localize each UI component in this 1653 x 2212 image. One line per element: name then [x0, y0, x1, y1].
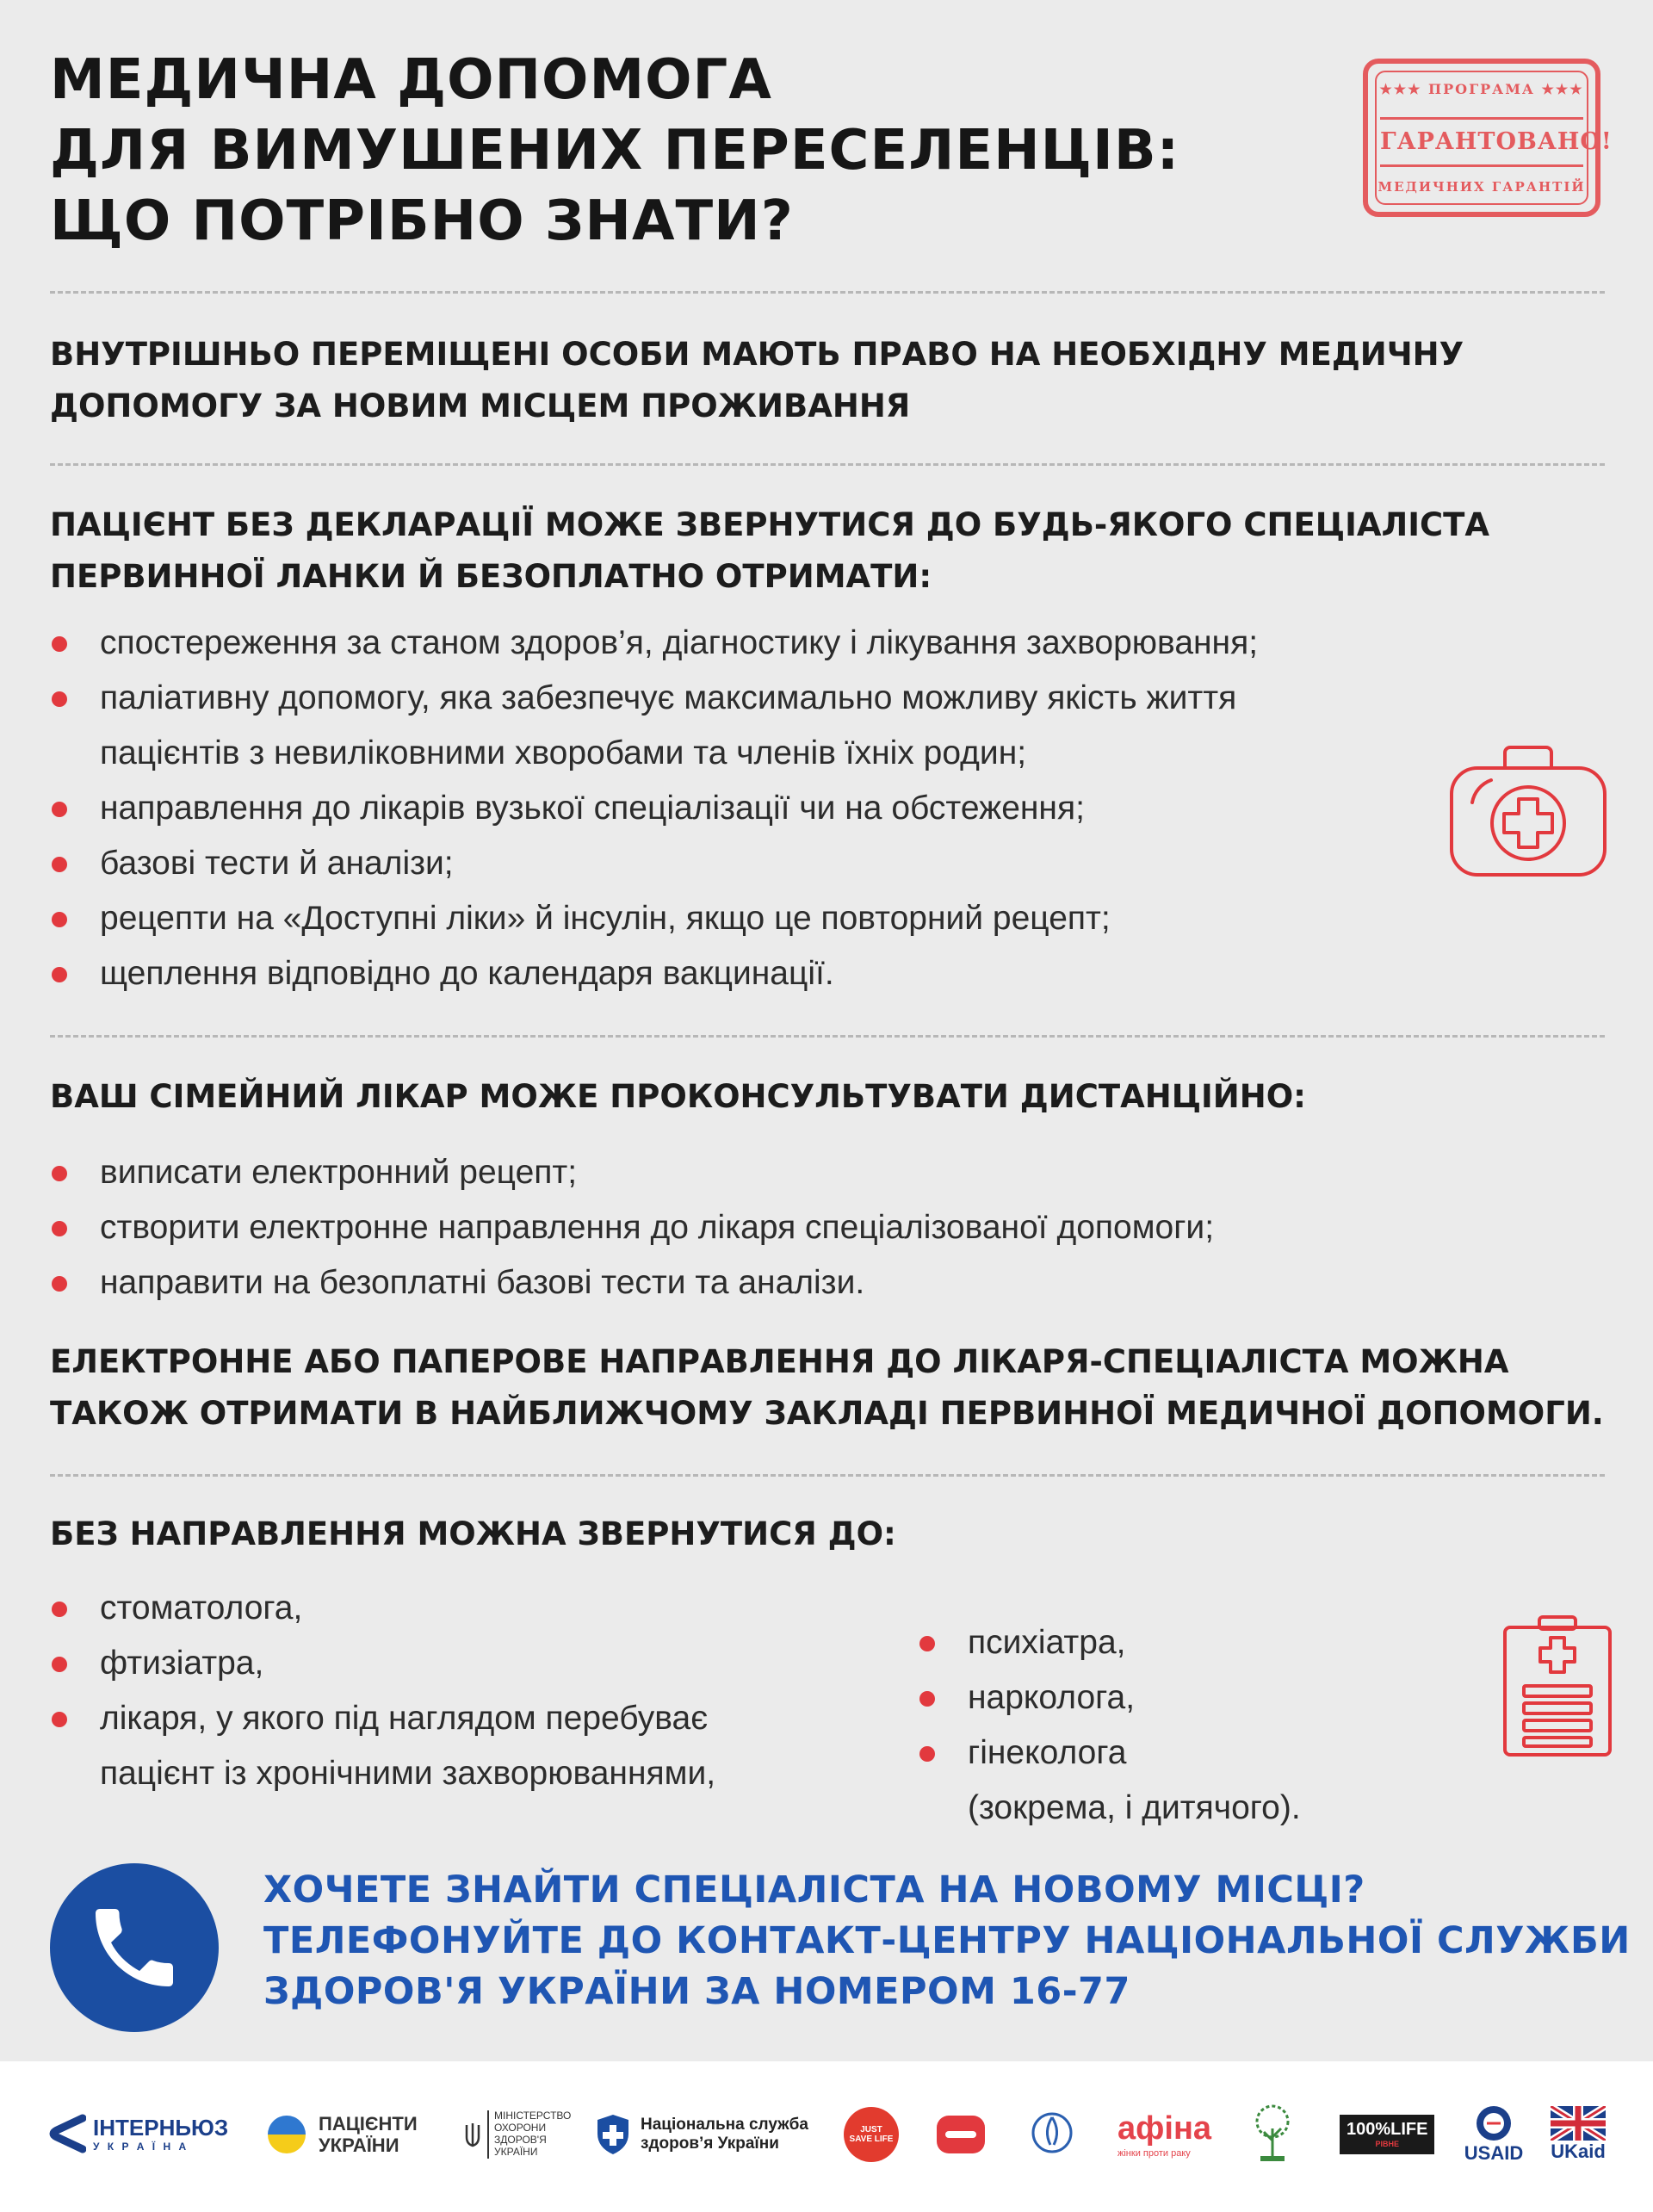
list-item: гінеколога (зокрема, і дитячого). — [918, 1726, 1434, 1836]
list-item: виписати електронний рецепт; — [50, 1145, 1582, 1200]
internews-mark-icon — [48, 2111, 86, 2158]
nszu-logo: Національна служба здоров’я України — [594, 2096, 835, 2173]
ministry-of-health-logo: МІНІСТЕРСТВО ОХОРОНИ ЗДОРОВ'Я УКРАЇНИ — [465, 2096, 577, 2173]
internews-logo: ІНТЕРНЬЮЗ У К Р А Ї Н А — [48, 2096, 238, 2173]
list-item: створити електронне направлення до лікаря спеціалізованої допомоги; — [50, 1200, 1582, 1255]
list-item: стоматолога, — [50, 1581, 876, 1636]
section2-heading: ВАШ СІМЕЙНИЙ ЛІКАР МОЖЕ ПРОКОНСУЛЬТУВАТИ ДИСТАНЦІЙНО: — [50, 1078, 1306, 1115]
tree-org-logo — [1245, 2096, 1305, 2173]
cta-line: ТЕЛЕФОНУЙТЕ ДО КОНТАКТ-ЦЕНТРУ НАЦІОНАЛЬНОЇ СЛУЖБИ — [263, 1919, 1631, 1962]
title-line: ДЛЯ ВИМУШЕНИХ ПЕРЕСЕЛЕНЦІВ: — [50, 119, 1180, 183]
list-item: фтизіатра, — [50, 1636, 876, 1691]
list-item: базові тести й аналізи; — [50, 836, 1514, 891]
free-services-list — [50, 616, 1514, 1001]
title-line: МЕДИЧНА ДОПОМОГА — [50, 48, 772, 112]
usaid-logo: USAID — [1455, 2096, 1532, 2173]
program-stamp — [1363, 59, 1613, 217]
contact-center-callout — [263, 1865, 1631, 2017]
list-item: направлення до лікарів вузької спеціалізації чи на обстеження; — [50, 781, 1514, 836]
stamp-main-text: ГАРАНТОВАНО! — [1380, 117, 1583, 167]
list-item: психіатра, — [918, 1615, 1434, 1670]
pill-icon — [933, 2107, 988, 2162]
100-percent-life-logo: 100%LIFE РІВНЕ — [1340, 2096, 1426, 2173]
afina-logo: афіна жінки проти раку — [1117, 2110, 1212, 2159]
section3-heading: БЕЗ НАПРАВЛЕННЯ МОЖНА ЗВЕРНУТИСЯ ДО: — [50, 1515, 896, 1552]
pill-logo — [933, 2096, 994, 2173]
title-line: ЩО ПОТРІБНО ЗНАТИ? — [50, 189, 794, 253]
list-item: нарколога, — [918, 1670, 1434, 1726]
shield-cross-icon — [594, 2113, 632, 2156]
list-item: направити на безоплатні базові тести та аналізи. — [50, 1255, 1582, 1310]
partner-logos-footer — [0, 2061, 1653, 2212]
intro-line: ДОПОМОГУ ЗА НОВИМ МІСЦЕМ ПРОЖИВАННЯ — [50, 387, 911, 424]
cta-line: ЗДОРОВ'Я УКРАЇНИ ЗА НОМЕРОМ 16-77 — [263, 1970, 1130, 2013]
trident-icon — [465, 2122, 480, 2147]
dashed-divider — [50, 1474, 1605, 1477]
remote-consult-list — [50, 1145, 1582, 1310]
ribbon-org-logo — [1025, 2096, 1085, 2173]
dashed-divider — [50, 291, 1605, 294]
section1-heading-line: ПЕРВИННОЇ ЛАНКИ Й БЕЗОПЛАТНО ОТРИМАТИ: — [50, 558, 932, 595]
patients-of-ukraine-logo: ПАЦІЄНТИ УКРАЇНИ — [265, 2096, 437, 2173]
dashed-divider — [50, 463, 1605, 466]
no-referral-list-left — [50, 1581, 876, 1801]
list-item: лікаря, у якого під наглядом перебуває пацієнт із хронічними захворюваннями, — [50, 1691, 876, 1801]
section1-heading — [50, 499, 1617, 603]
usaid-seal-icon — [1475, 2104, 1513, 2142]
list-item: рецепти на «Доступні ліки» й інсулін, якщо це повторний рецепт; — [50, 891, 1514, 946]
referral-note-line: ЕЛЕКТРОННЕ АБО ПАПЕРОВЕ НАПРАВЛЕННЯ ДО ЛІКАРЯ-СПЕЦІАЛІСТА МОЖНА — [50, 1343, 1509, 1380]
referral-note-line: ТАКОЖ ОТРИМАТИ В НАЙБЛИЖЧОМУ ЗАКЛАДІ ПЕРВИННОЇ МЕДИЧНОЇ ДОПОМОГИ. — [50, 1395, 1604, 1432]
intro-statement — [50, 329, 1617, 432]
ribbon-dove-icon — [1025, 2107, 1080, 2162]
phone-icon — [83, 1896, 186, 1999]
cta-line: ХОЧЕТЕ ЗНАЙТИ СПЕЦІАЛІСТА НА НОВОМУ МІСЦІ? — [263, 1868, 1365, 1911]
clipboard-icon — [1500, 1612, 1615, 1758]
section1-heading-line: ПАЦІЄНТ БЕЗ ДЕКЛАРАЦІЇ МОЖЕ ЗВЕРНУТИСЯ ДО БУДЬ-ЯКОГО СПЕЦІАЛІСТА — [50, 506, 1490, 543]
flag-circle-icon — [265, 2113, 308, 2156]
list-item: спостереження за станом здоров’я, діагностику і лікування захворювання; — [50, 616, 1514, 671]
list-item: щеплення відповідно до календаря вакцинації. — [50, 946, 1514, 1001]
stamp-top-text: ★★★ ПРОГРАМА ★★★ — [1379, 81, 1584, 97]
just-save-life-logo: JUST SAVE LIFE — [844, 2096, 904, 2173]
phone-call-badge — [50, 1863, 219, 2032]
list-item: паліативну допомогу, яка забезпечує максимально можливу якість життя пацієнтів з невиліковними хворобами та членів їхніх родин; — [50, 671, 1514, 781]
medical-kit-icon — [1446, 742, 1610, 880]
referral-note — [50, 1336, 1617, 1440]
ukaid-logo: UKaid — [1548, 2096, 1608, 2173]
no-referral-list-right — [918, 1615, 1434, 1836]
uk-flag-icon — [1551, 2106, 1606, 2141]
dashed-divider — [50, 1035, 1605, 1038]
page-title — [50, 45, 1298, 257]
intro-line: ВНУТРІШНЬО ПЕРЕМІЩЕНІ ОСОБИ МАЮТЬ ПРАВО НА НЕОБХІДНУ МЕДИЧНУ — [50, 336, 1464, 373]
stamp-bottom-text: МЕДИЧНИХ ГАРАНТІЙ — [1378, 179, 1586, 195]
tree-icon — [1245, 2103, 1300, 2166]
